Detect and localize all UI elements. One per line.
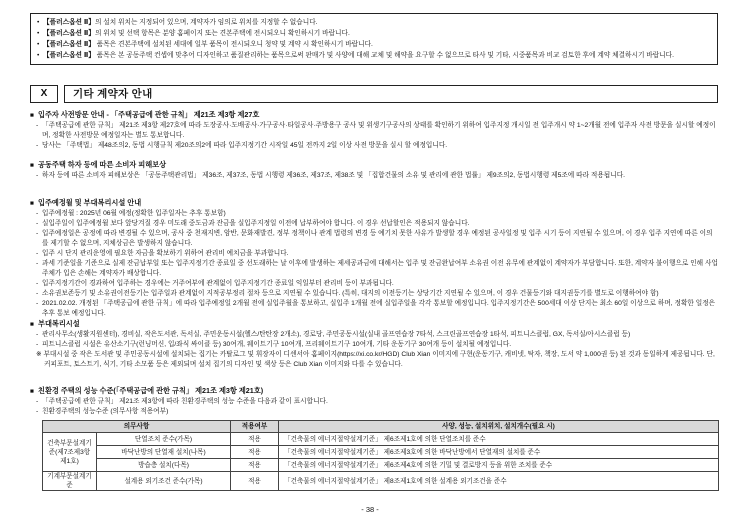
notice-item-tag: 【플러스옵션 Ⅱ】 (43, 41, 95, 48)
notice-item-text: 품목은 본 공동주택 컨셉에 맞추어 디자인하고 품질관리하는 품목으로써 판매가 및 사양에 대해 교체 및 해약을 요구할 수 없으므로 타사 및 기타, 시중품목과 비교 검토한 후에 계약 체결하시기 바랍니다. (94, 52, 674, 59)
table-row (43, 459, 719, 472)
eco-performance-table (42, 420, 719, 491)
bullet-item: - 입주지정기간이 경과하여 입주하는 경우에는 거주여부에 관계없이 입주지정기간 종료일 익일부터 관리비 등이 부과됩니다. (30, 279, 718, 289)
item-cell: 바닥난방의 단열재 설치(나목) (97, 446, 231, 459)
header-spec: 사양, 성능, 설치위치, 설치개수(필요 시) (279, 421, 719, 433)
table-row (43, 433, 719, 446)
bullet-item: - 친환경주택의 성능수준 (의무사항 적용여부) (30, 407, 718, 417)
header-applied: 적용여부 (231, 421, 279, 433)
block-heading-pre-visit: ■ 입주자 사전방문 안내 - 「주택공급에 관한 규칙」 제21조 제3항 제27호 (30, 110, 718, 121)
page-number: - 38 - (361, 505, 379, 514)
section-number: X (30, 85, 58, 103)
bullet-item: - 실입주일이 입주예정월 보다 앞당겨질 경우 미도래 중도금과 잔금을 실입주지정일 이전에 납부하여야 합니다. 이 경우 선납할인은 적용되지 않습니다. (30, 219, 718, 229)
bullet-item: - 소유권보존등기 및 소유권이전등기는 입주일과 관계없이 지적공부정리 절차 등으로 지연될 수 있습니다. (특히, 대지의 이전등기는 상당기간 지연될 수 있으며, 이 경우 건물등기와 대지권등기를 별도로 이행하여야 함) (30, 289, 718, 299)
notice-item (31, 28, 711, 39)
plus-option-notice-box (30, 13, 718, 65)
block-heading-amenities: ■ 부대복리시설 (30, 319, 718, 330)
bullet-item: - 「주택공급에 관한 규칙」 제21조 제3항 제27호에 따라 도장공사·도배공사·가구공사·타일공사·주방용구 공사 및 위생기구공사의 상태를 확인하기 위하여 입주지정 개시일 전 입주개시 약 1~2개월 전에 입주자 사전 방문을 실시할 예정이며, 정확한 사전방문 예정일자는 별도 통보합니다. (30, 121, 718, 141)
document-page (30, 13, 718, 491)
section-header (30, 85, 718, 103)
notice-item-text: 의 위치 및 선택 항목은 분양 홈페이지 또는 견본주택에 전시되오니 확인하시기 바랍니다. (94, 30, 350, 37)
section-title: 기타 계약자 안내 (64, 85, 718, 103)
block-heading-eco-performance: ■ 친환경 주택의 성능 수준(「주택공급에 관한 규칙」 제21조 제3항 제21호) (30, 386, 718, 397)
applied-cell: 적용 (231, 459, 279, 472)
bullet-item: - 입주예정일은 공정에 따라 변경될 수 있으며, 공사 중 천재지변, 암반, 문화재발견, 정부 정책이나 관계 법령의 변경 등 예기치 못한 사유가 발생할 경우 예정된 공사일정 및 입주 시기 등이 지연될 수 있으며, 이 경우 입주 지연에 따른 이의를 제기할 수 없으며, 지체상금은 발생하지 않습니다. (30, 229, 718, 249)
table-row (43, 446, 719, 459)
item-cell: 단열조치 준수(가목) (97, 433, 231, 446)
bullet-item: - 관리사무소(생활지원센터), 경비실, 작은도서관, 독서실, 주민운동시설(헬스/탄탄장 2개소), 경로당, 주민공동시설(실내 골프연습장 7타석, 스크린골프연습장 1타석, 피트니스클럽, GX, 독서실/아시스클럽 등) (30, 330, 718, 340)
bullet-item: - 2021.02.02. 개정된 「주택공급에 관한 규칙」에 따라 입주예정일 2개월 전에 실입주월을 통보하고, 실입주 1개월 전에 실입주일을 각각 통보할 예정입니다. 입주지정기간은 500세대 이상 단지는 최소 60일 이상으로 하며, 정확한 일정은 추후 통보 예정입니다. (30, 299, 718, 319)
notice-item-tag: 【플러스옵션 Ⅱ】 (43, 19, 95, 26)
spec-cell: 「건축물의 에너지절약설계기준」 제6조제3호에 의한 바닥난방에서 단열재의 설치를 준수 (279, 446, 719, 459)
category-cell: 기계부문설계기준 (43, 472, 97, 491)
table-header-row (43, 421, 719, 433)
bullet-item: - 당사는 「주택법」 제48조의2, 동법 시행규칙 제20조의2에 따라 입주지정기간 시작일 45일 전까지 2일 이상 사전 방문을 실시 할 예정입니다. (30, 141, 718, 151)
bullet-item: - 「주택공급에 관한 규칙」 제21조 제3항에 따라 친환경주택의 성능 수준을 다음과 같이 표시합니다. (30, 397, 718, 407)
bullet-item: - 입주예정월 : 2025년 06월 예정(정확한 입주일자는 추후 통보함) (30, 209, 718, 219)
notice-item-text: 의 설치 위치는 지정되어 있으며, 계약자가 임의로 위치를 지정할 수 없습니다. (94, 19, 318, 26)
notice-item (31, 39, 711, 50)
bullet-item: - 하자 등에 따른 소비자 피해보상은 「공동주택관리법」 제36조, 제37조, 동법 시행령 제36조, 제37조, 제38조 및 「집합건물의 소유 및 관리에 관한 법률」 제9조의2, 동법시행령 제5조에 따라 적용됩니다. (30, 171, 718, 181)
applied-cell: 적용 (231, 446, 279, 459)
spec-cell: 「건축물의 에너지절약설계기준」 제8조제1호에 의한 설계용 외기조건을 준수 (279, 472, 719, 491)
notice-item (31, 50, 711, 61)
bullet-item: - 피트니스클럽 시설은 유산소기구(런닝머신, 입/좌식 싸이클 등) 30여개, 웨이트기구 10여개, 프리웨이트기구 10여개, 기타 운동기구 30여개 등이 설치될 예정입니다. (30, 340, 718, 350)
bullet-item: - 입주 시 단지 관리운영에 필요한 자금을 확보하기 위하여 관리비 예치금을 부과합니다. (30, 249, 718, 259)
item-cell: 방습층 설치(다목) (97, 459, 231, 472)
notice-item (31, 17, 711, 28)
header-obligation: 의무사항 (43, 421, 231, 433)
block-heading-move-in-schedule: ■ 입주예정월 및 부대복리시설 안내 (30, 198, 718, 209)
block-heading-defect-compensation: ■ 공동주택 하자 등에 따른 소비자 피해보상 (30, 160, 718, 171)
bullet-item: - 과세 기준일을 기준으로 실제 잔금납부일 또는 입주지정기간 종료일 중 선도래하는 날 이후에 발생하는 제세공과금에 대해서는 입주 및 잔금완납여부 소유권 이전 유무에 관계없이 계약자가 부담합니다. 또한, 계약자 불이행으로 인해 사업주체가 입은 손해는 계약자가 배상합니다. (30, 259, 718, 279)
item-cell: 설계용 외기조건 준수(가목) (97, 472, 231, 491)
spec-cell: 「건축물의 에너지절약설계기준」 제6조제1호에 의한 단열조치를 준수 (279, 433, 719, 446)
category-cell: 건축부문설계기준(제7조제3항제1호) (43, 433, 97, 472)
amenities-note: ※ 부대시설 중 작은 도서관 및 주민공동시설에 설치되는 집기는 카탈로그 및 휘장자이 디센서아 홈페이지(https://xi.co.kr/HGD) Club Xian 이미지에 구현(운동기구, 캐비넷, 탁자, 책장, 도서 약 1,000권 등) 된 것과 동일하게 제공됩니다. 단, 커피포트, 토스트기, 식기, 기타 소모품 등은 제외되며 설치 집기의 디자인 및 색상 등은 Club Xian 이미지와 다를 수 있습니다. (36, 351, 715, 368)
notice-item-tag: 【플러스옵션 Ⅱ】 (43, 52, 95, 59)
notice-item-text: 품목은 견본주택에 설치된 세대에 일부 품목이 전시되오니 청약 및 계약 시 확인하시기 바랍니다. (94, 41, 373, 48)
table-row (43, 472, 719, 491)
notice-item-tag: 【플러스옵션 Ⅱ】 (43, 30, 95, 37)
applied-cell: 적용 (231, 472, 279, 491)
spec-cell: 「건축물의 에너지절약설계기준」 제6조제4호에 의한 기밀 및 결로방지 등을 위한 조치를 준수 (279, 459, 719, 472)
applied-cell: 적용 (231, 433, 279, 446)
